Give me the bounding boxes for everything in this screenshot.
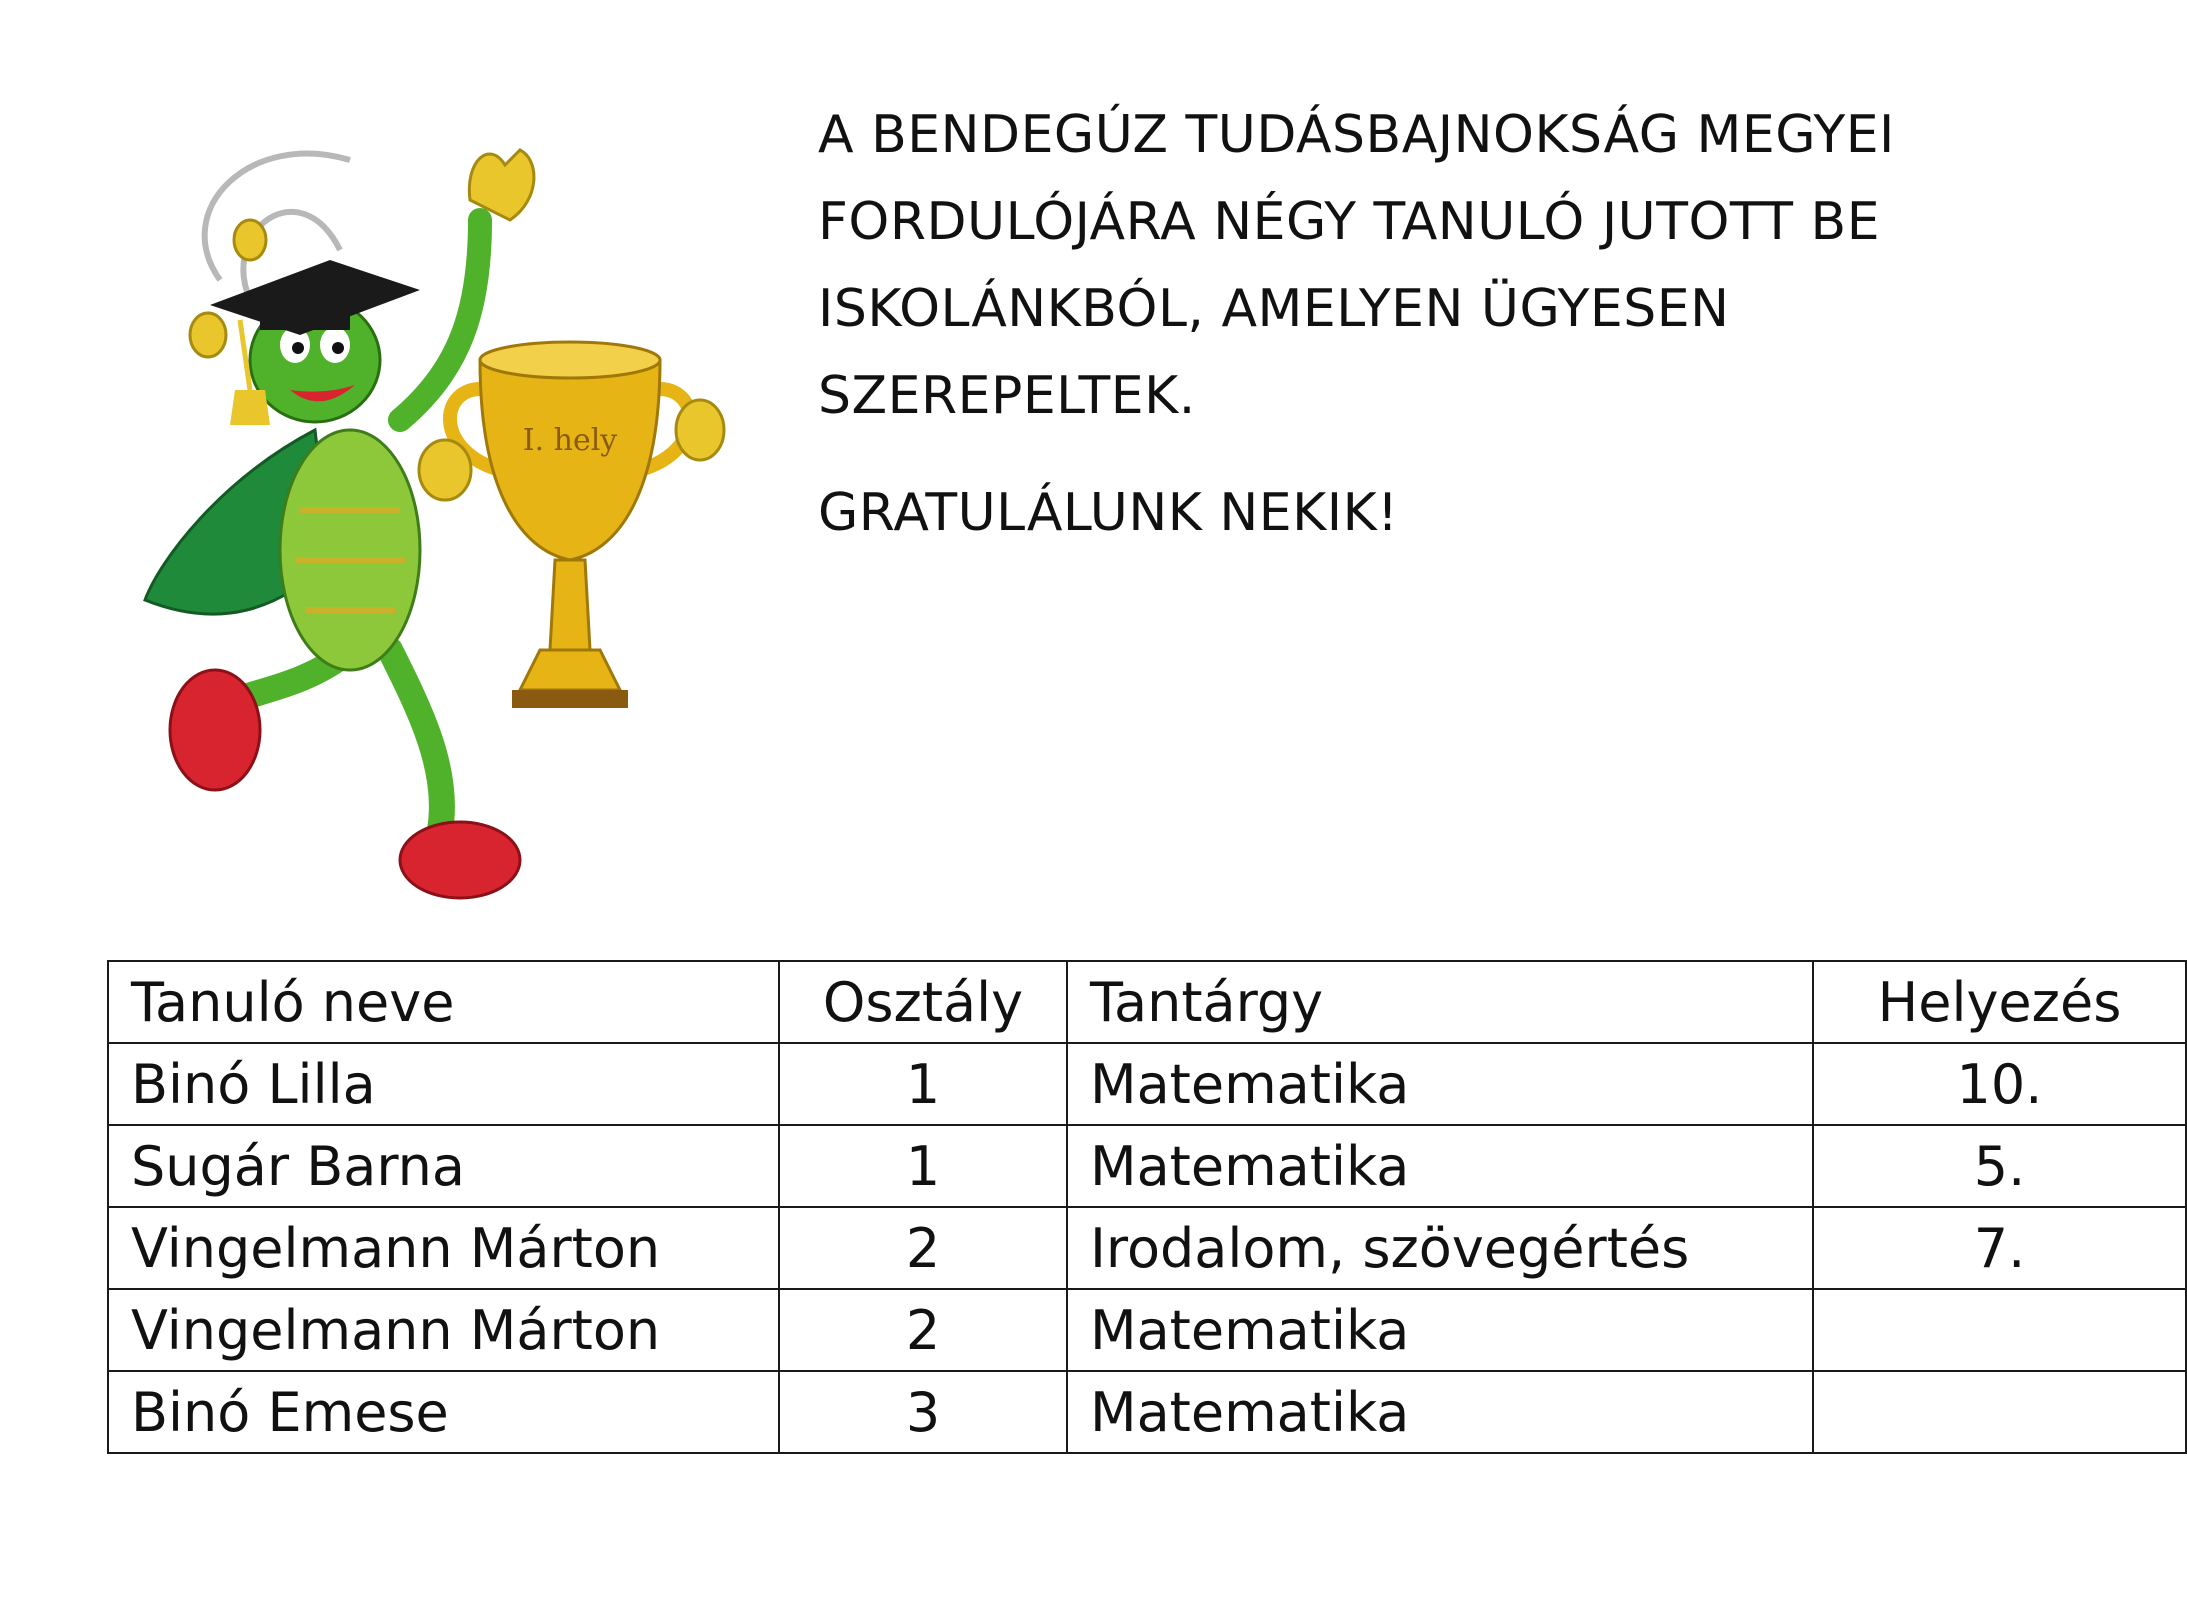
student-name-cell: Sugár Barna: [108, 1125, 779, 1207]
table-row: [108, 1289, 2186, 1371]
intro-line-1: A BENDEGÚZ TUDÁSBAJNOKSÁG MEGYEI: [818, 105, 1895, 165]
header-placement: Helyezés: [1813, 961, 2186, 1043]
table-row: [108, 1125, 2186, 1207]
intro-line-2: FORDULÓJÁRA NÉGY TANULÓ JUTOTT BE: [818, 192, 1881, 252]
class-cell: 1: [779, 1043, 1067, 1125]
class-cell: 3: [779, 1371, 1067, 1453]
student-name-cell: Binó Lilla: [108, 1043, 779, 1125]
placement-cell: [1813, 1289, 2186, 1371]
table-row: [108, 1371, 2186, 1453]
subject-cell: Matematika: [1067, 1125, 1813, 1207]
trophy-label: I. hely: [522, 423, 618, 458]
subject-cell: Matematika: [1067, 1289, 1813, 1371]
placement-cell: [1813, 1371, 2186, 1453]
student-name-cell: Binó Emese: [108, 1371, 779, 1453]
subject-cell: Matematika: [1067, 1371, 1813, 1453]
placement-cell: 5.: [1813, 1125, 2186, 1207]
class-cell: 2: [779, 1207, 1067, 1289]
intro-line-4: SZEREPELTEK.: [818, 366, 1196, 426]
header-student-name: Tanuló neve: [108, 961, 779, 1043]
student-name-cell: Vingelmann Márton: [108, 1289, 779, 1371]
intro-line-3: ISKOLÁNKBÓL, AMELYEN ÜGYESEN: [818, 279, 1730, 339]
table-header-row: [108, 961, 2186, 1043]
header-subject: Tantárgy: [1067, 961, 1813, 1043]
class-cell: 2: [779, 1289, 1067, 1371]
subject-cell: Irodalom, szövegértés: [1067, 1207, 1813, 1289]
intro-text: [818, 92, 2018, 557]
student-name-cell: Vingelmann Márton: [108, 1207, 779, 1289]
congratulations-text: GRATULÁLUNK NEKIK!: [818, 483, 1399, 543]
header-class: Osztály: [779, 961, 1067, 1043]
placement-cell: 7.: [1813, 1207, 2186, 1289]
subject-cell: Matematika: [1067, 1043, 1813, 1125]
results-table: [107, 960, 2187, 1454]
placement-cell: 10.: [1813, 1043, 2186, 1125]
class-cell: 1: [779, 1125, 1067, 1207]
table-row: [108, 1207, 2186, 1289]
table-row: [108, 1043, 2186, 1125]
cricket-mascot-with-trophy-icon: [100, 90, 740, 900]
